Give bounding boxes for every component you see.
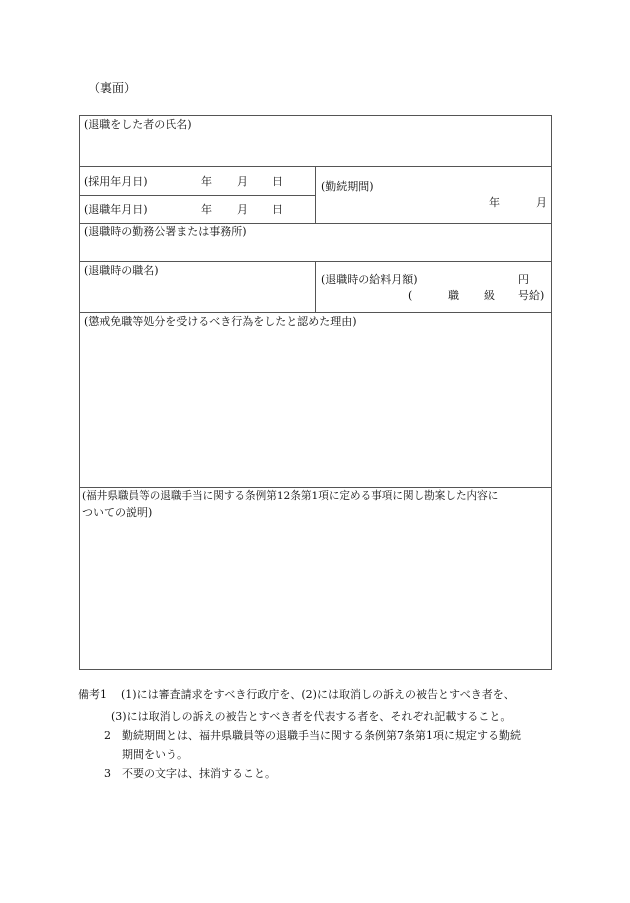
- retire-day-unit: 日: [272, 203, 283, 216]
- note-1-line2: (3)には取消しの訴えの被告とすべき者を代表する者を、それぞれ記載すること。: [111, 710, 512, 723]
- explanation-label-line1: (福井県職員等の退職手当に関する条例第12条第1項に定める事項に関し勘案した内容に: [82, 490, 499, 502]
- retire-date-label: (退職年月日): [84, 203, 148, 216]
- retire-year-unit: 年: [201, 203, 212, 216]
- hire-day-unit: 日: [272, 175, 283, 188]
- hire-date-label: (採用年月日): [84, 175, 148, 188]
- shoku-unit: 職: [448, 289, 459, 302]
- office-label: (退職時の勤務公署または事務所): [84, 225, 247, 238]
- service-year-unit: 年: [489, 196, 500, 209]
- note-1-line1: (1)には審査請求をすべき行政庁を、(2)には取消しの訴えの被告とすべき者を、: [121, 688, 515, 701]
- row-divider: [79, 487, 552, 488]
- row-divider: [79, 223, 552, 224]
- yen-unit: 円: [518, 273, 529, 286]
- reason-label: (懲戒免職等処分を受けるべき行為をしたと認めた理由): [84, 315, 357, 328]
- note-3-line1: 不要の文字は、抹消すること。: [122, 767, 276, 780]
- column-divider: [315, 166, 316, 223]
- note-2-line1: 勤続期間とは、福井県職員等の退職手当に関する条例第7条第1項に規定する勤続: [122, 729, 521, 742]
- kyu-unit: 級: [484, 289, 495, 302]
- salary-label: (退職時の給料月額): [321, 273, 418, 286]
- position-label: (退職時の職名): [84, 264, 159, 277]
- side-label: （裏面）: [88, 81, 137, 95]
- name-label: (退職をした者の氏名): [84, 118, 192, 131]
- note-3-number: 3: [104, 767, 111, 780]
- grade-paren-open: (: [408, 289, 413, 302]
- explanation-label-line2: ついての説明): [82, 506, 153, 519]
- note-2-line2: 期間をいう。: [122, 748, 188, 761]
- hire-year-unit: 年: [201, 175, 212, 188]
- row-divider: [79, 312, 552, 313]
- service-month-unit: 月: [536, 196, 547, 209]
- notes-title: 備考1: [78, 688, 107, 701]
- column-divider: [315, 261, 316, 312]
- gokyu-unit: 号給): [518, 289, 545, 302]
- row-divider: [79, 195, 315, 196]
- note-2-number: 2: [104, 729, 111, 742]
- service-period-label: (勤続期間): [321, 180, 374, 193]
- hire-month-unit: 月: [237, 175, 248, 188]
- retire-month-unit: 月: [237, 203, 248, 216]
